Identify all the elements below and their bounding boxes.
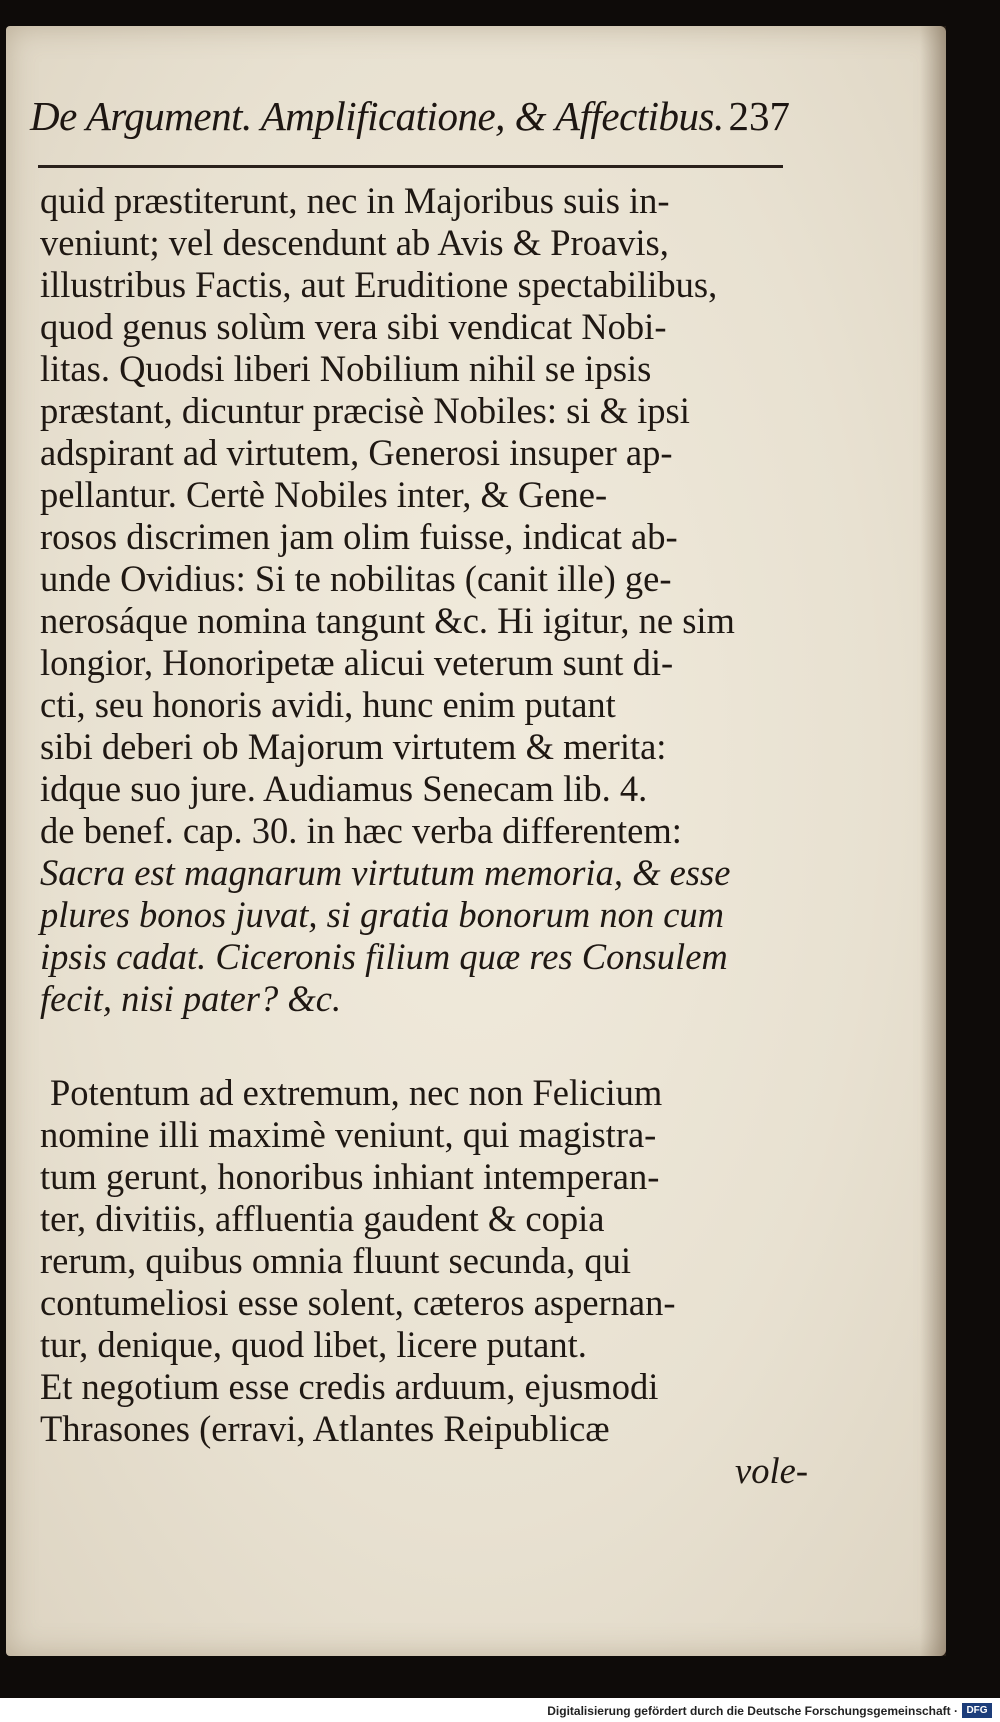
text-line: longior, Honoripetæ alicui veterum sunt di- (40, 642, 674, 683)
text-line: rosos discrimen jam olim fuisse, indicat ab- (40, 516, 678, 557)
text-line: contumeliosi esse solent, cæteros aspernan- (40, 1282, 676, 1323)
digitization-footer (0, 1698, 1000, 1722)
text-line: nomine illi maximè veniunt, qui magistra- (40, 1114, 657, 1155)
text-line: ter, divitiis, affluentia gaudent & copia (40, 1198, 605, 1239)
running-title: De Argument. Amplificatione, & Affectibus. (30, 93, 724, 139)
text-line: Thrasones (erravi, Atlantes Reipublicæ (40, 1408, 610, 1449)
page-number: 237 (728, 93, 790, 139)
text-line: fecit, nisi pater? &c. (40, 978, 342, 1019)
text-line: unde Ovidius: Si te nobilitas (canit ille) ge- (40, 558, 672, 599)
text-line: veniunt; vel descendunt ab Avis & Proavis, (40, 222, 669, 263)
page-gutter-shadow (920, 26, 946, 1656)
catchword: vole- (735, 1450, 808, 1491)
text-line: cti, seu honoris avidi, hunc enim putant (40, 684, 616, 725)
text-line: illustribus Factis, aut Eruditione spectabilibus, (40, 264, 718, 305)
text-line: Sacra est magnarum virtutum memoria, & esse (40, 852, 731, 893)
dfg-logo: DFG (962, 1703, 992, 1718)
text-line: quid præstiterunt, nec in Majoribus suis in- (40, 180, 670, 221)
paragraph-2 (40, 1072, 810, 1450)
body-text (40, 180, 810, 1492)
text-line: tum gerunt, honoribus inhiant intemperan- (40, 1156, 660, 1197)
paragraph-gap (40, 1020, 810, 1072)
header-rule (38, 165, 783, 168)
text-line: litas. Quodsi liberi Nobilium nihil se ipsis (40, 348, 652, 389)
text-line: Et negotium esse credis arduum, ejusmodi (40, 1366, 659, 1407)
text-line: quod genus solùm vera sibi vendicat Nobi- (40, 306, 667, 347)
paragraph-1 (40, 180, 810, 1020)
text-line: tur, denique, quod libet, licere putant. (40, 1324, 587, 1365)
text-line: de benef. cap. 30. in hæc verba differentem: (40, 810, 682, 851)
footer-credit: Digitalisierung gefördert durch die Deutsche Forschungsgemeinschaft · (547, 1704, 958, 1718)
text-line: ipsis cadat. Ciceronis filium quæ res Consulem (40, 936, 728, 977)
text-line: idque suo jure. Audiamus Senecam lib. 4. (40, 768, 648, 809)
text-line: præstant, dicuntur præcisè Nobiles: si & ipsi (40, 390, 690, 431)
text-line: adspirant ad virtutem, Generosi insuper ap- (40, 432, 673, 473)
text-line: nerosáque nomina tangunt &c. Hi igitur, ne sim (40, 600, 735, 641)
text-line: Potentum ad extremum, nec non Felicium (50, 1072, 663, 1113)
text-line: plures bonos juvat, si gratia bonorum non cum (40, 894, 725, 935)
page-header (30, 92, 790, 152)
text-line: rerum, quibus omnia fluunt secunda, qui (40, 1240, 631, 1281)
text-line: sibi deberi ob Majorum virtutem & merita: (40, 726, 667, 767)
text-line: pellantur. Certè Nobiles inter, & Gene- (40, 474, 608, 515)
